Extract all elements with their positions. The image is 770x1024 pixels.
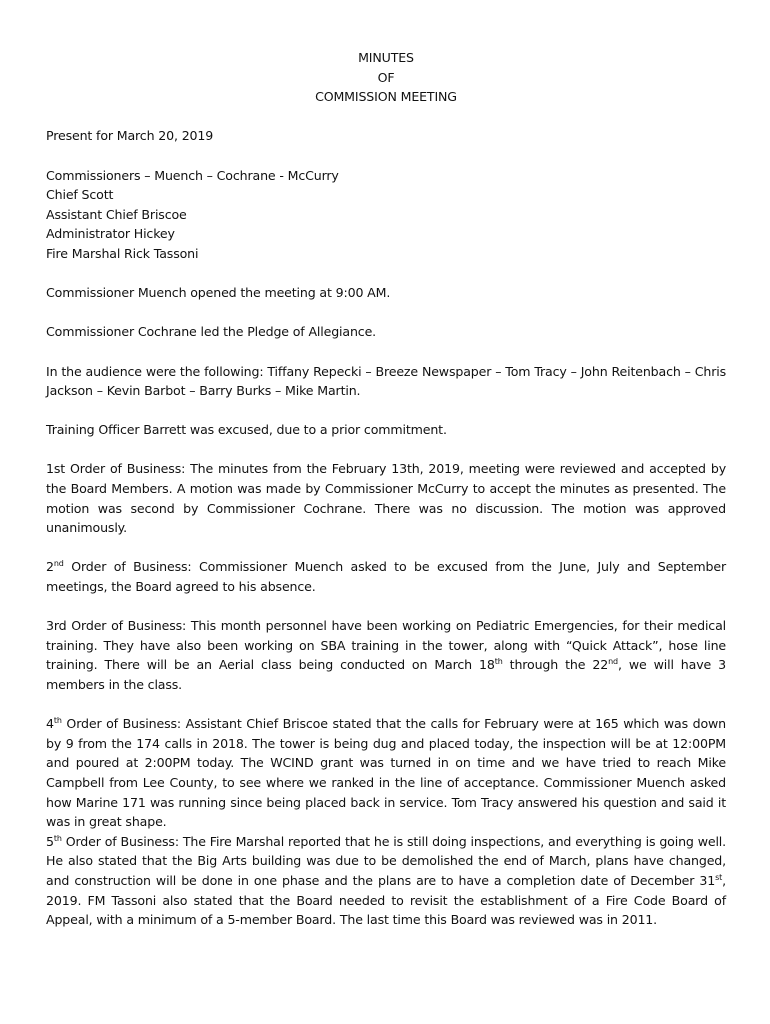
attendee-commissioners: Commissioners – Muench – Cochrane - McCurry <box>46 167 339 183</box>
ordinal-suffix: th <box>53 716 62 725</box>
order-text: 3rd Order of Business: This month personnel have been working on Pediatric Emergencies, for their medical training. They have also been working on SBA training in the tower, along with “Quick Attack”, hose line training. There will be an Aerial class being conducted on March 18 <box>46 618 726 673</box>
ordinal-suffix: th <box>53 833 62 843</box>
ordinal-suffix: nd <box>53 559 64 569</box>
order-text: Order of Business: Assistant Chief Briscoe stated that the calls for February were at 165 which was down by 9 from the 174 calls in 2018. The tower is being dug and placed today, the inspection will be at 12:00PM and poured at 2:00PM today. The WCIND grant was turned in on time and we have tried to reach Mike Campbell from Lee County, to see where we ranked in the line of acceptance. Commissioner Muench asked how Marine 171 was running since being placed back in service. Tom Tracy answered his question and said it was in great shape. <box>46 716 726 830</box>
excused-statement: Training Officer Barrett was excused, due to a prior commitment. <box>46 422 447 438</box>
order-of-business-4 <box>46 714 726 832</box>
attendee-list <box>46 166 726 264</box>
document-title <box>46 48 726 107</box>
pledge-statement: Commissioner Cochrane led the Pledge of Allegiance. <box>46 324 377 340</box>
order-text: through the 22 <box>502 657 609 673</box>
attendee-fire-marshal: Fire Marshal Rick Tassoni <box>46 245 199 261</box>
order-text: Order of Business: The Fire Marshal reported that he is still doing inspections, and everything is going well. He also stated that the Big Arts building was due to be demolished the end of March, plans have changed, and construction will be done in one phase and the plans are to have a completion date of December 31 <box>46 833 726 888</box>
order-number: 4 <box>46 716 54 732</box>
meeting-opened: Commissioner Muench opened the meeting at 9:00 AM. <box>46 285 391 301</box>
attendee-administrator: Administrator Hickey <box>46 226 175 242</box>
title-line-minutes: MINUTES <box>358 50 414 65</box>
ordinal-suffix: st <box>715 872 723 882</box>
order-of-business-3 <box>46 616 726 694</box>
ordinal-suffix: th <box>494 657 503 667</box>
order-number: 2 <box>46 559 54 575</box>
order-of-business-5 <box>46 832 726 930</box>
attendee-chief: Chief Scott <box>46 187 114 203</box>
order-text: , 2019. FM Tassoni also stated that the Board needed to revisit the establishment of a Fire Code Board of Appeal, with a minimum of a 5-member Board. The last time this Board was reviewed was in 2011. <box>46 872 726 928</box>
audience-paragraph: In the audience were the following: Tiffany Repecki – Breeze Newspaper – Tom Tracy – John Reitenbach – Chris Jackson – Kevin Barbot – Barry Burks – Mike Martin. <box>46 363 726 399</box>
order-number: 5 <box>46 833 54 849</box>
minutes-document <box>46 48 726 930</box>
order-of-business-2 <box>46 557 726 596</box>
ordinal-suffix: nd <box>608 657 618 667</box>
attendee-assistant-chief: Assistant Chief Briscoe <box>46 206 187 222</box>
order-text: Order of Business: Commissioner Muench asked to be excused from the June, July and September meetings, the Board agreed to his absence. <box>46 559 726 595</box>
order-of-business-1: 1st Order of Business: The minutes from the February 13th, 2019, meeting were reviewed and accepted by the Board Members. A motion was made by Commissioner McCurry to accept the minutes as presented. The motion was second by Commissioner Cochrane. There was no discussion. The motion was approved unanimously. <box>46 461 726 536</box>
present-date: Present for March 20, 2019 <box>46 128 214 144</box>
title-line-of: OF <box>377 69 395 85</box>
title-line-commission-meeting: COMMISSION MEETING <box>315 89 457 105</box>
order-text: , we will have 3 members in the class. <box>46 657 726 692</box>
